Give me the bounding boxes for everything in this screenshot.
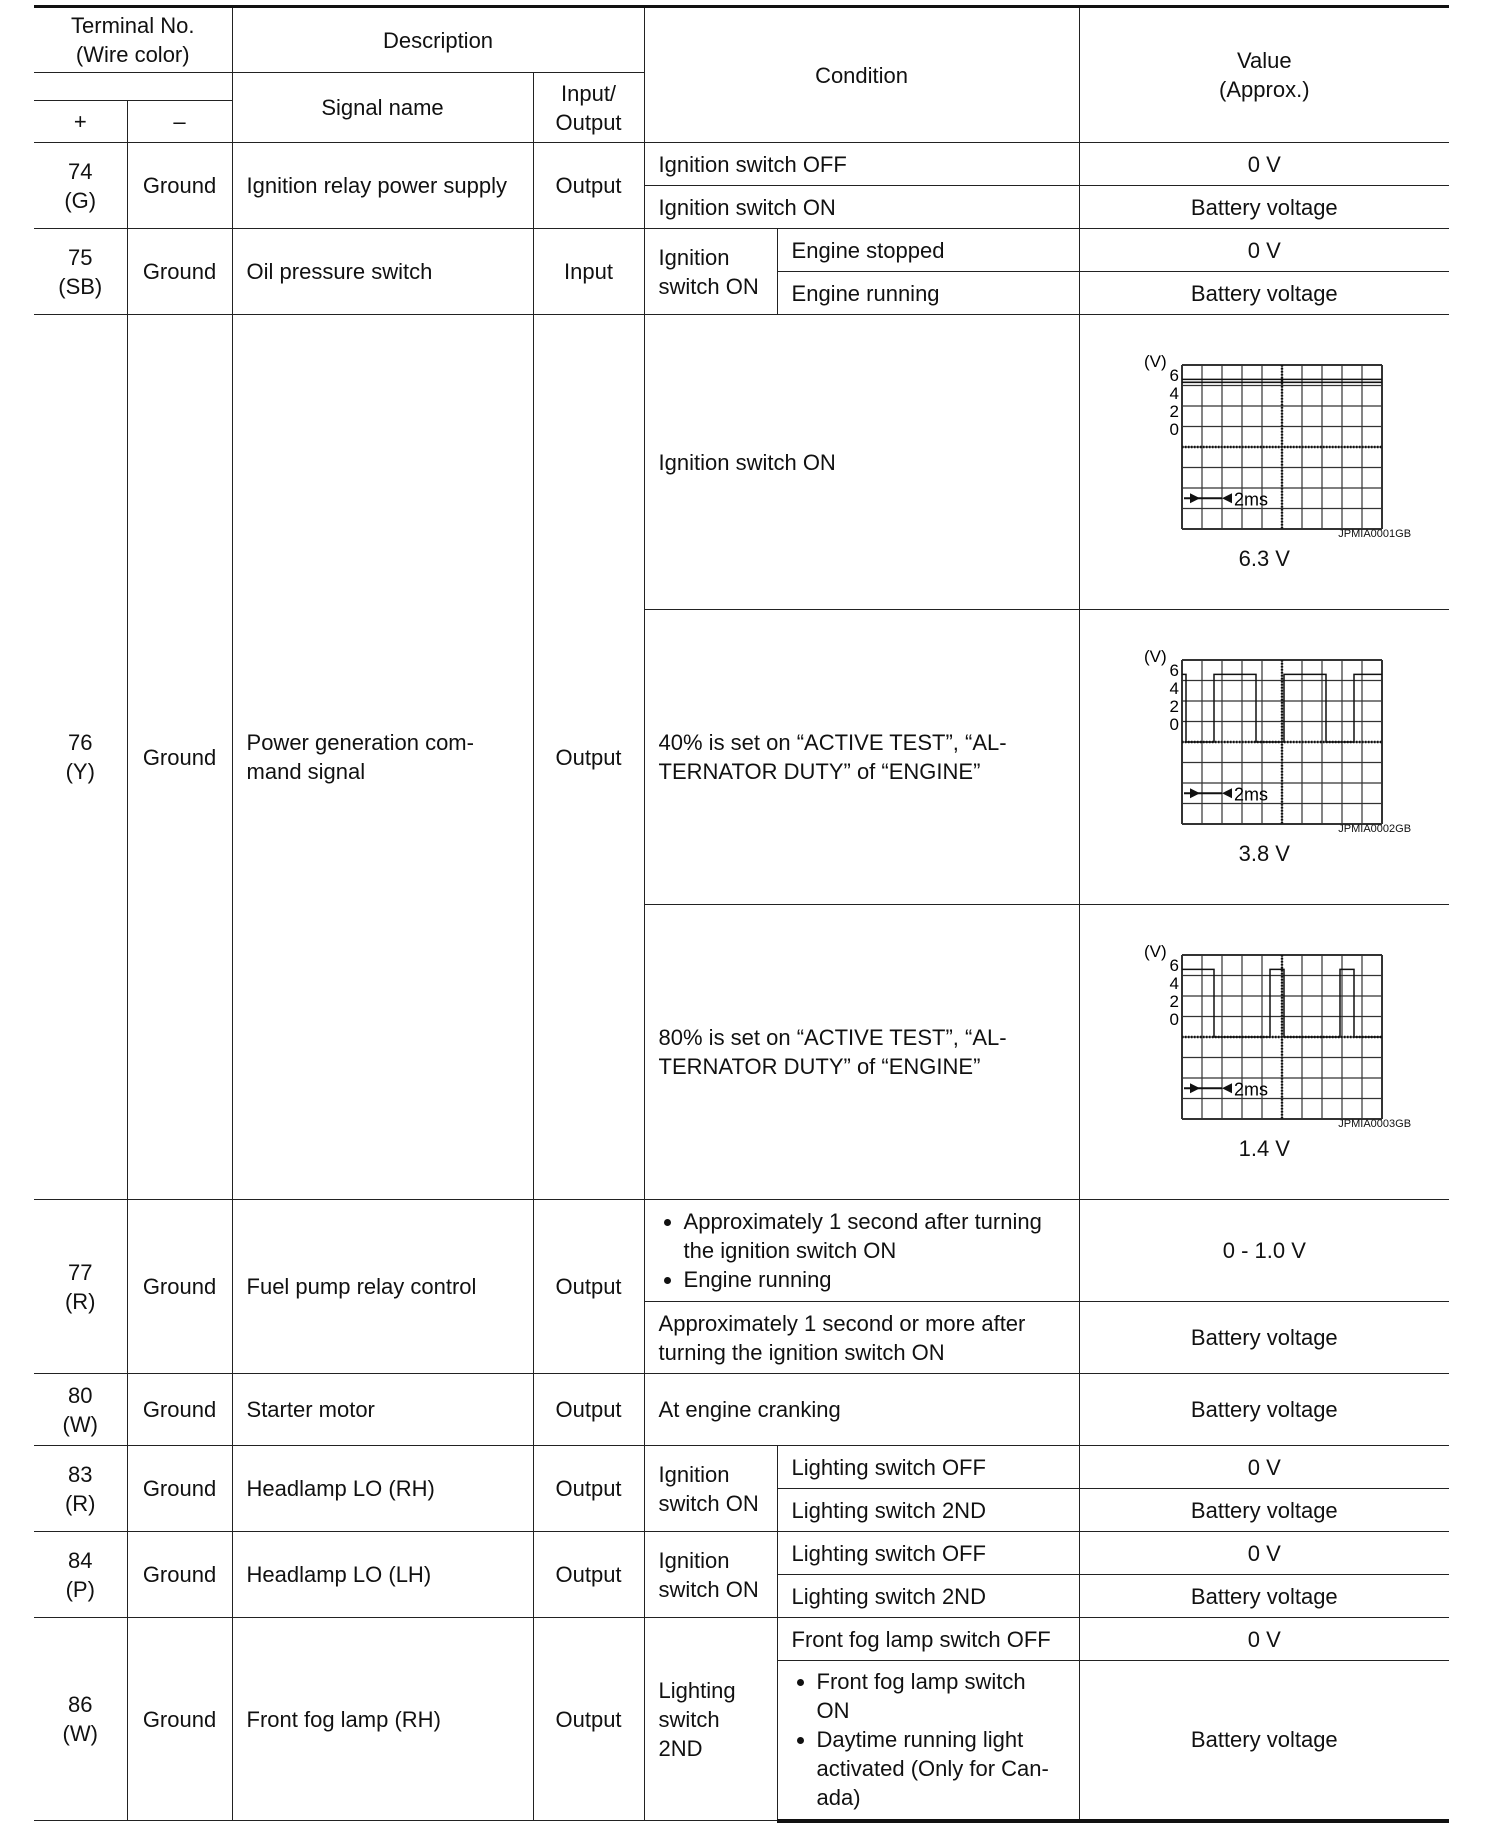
terminal-80: 80 (W)	[34, 1374, 127, 1446]
cond-80: At engine cranking	[644, 1374, 1079, 1446]
cond-86-bullet-1: • Front fog lamp switch ON	[817, 1667, 1065, 1725]
description-header: Description	[232, 7, 644, 73]
signal-77: Fuel pump relay control	[232, 1200, 533, 1374]
cond-main-75: Ignition switch ON	[644, 229, 777, 315]
signal-name-header: Signal name	[232, 73, 533, 143]
val-76-2	[1079, 610, 1449, 905]
cond-77-1	[644, 1200, 1079, 1302]
tick-label: 0	[1169, 715, 1180, 735]
terminal-75: 75 (SB)	[34, 229, 127, 315]
io-header: Input/ Output	[533, 73, 644, 143]
cond-main-84: Ignition switch ON	[644, 1532, 777, 1618]
tick-label: 2	[1169, 992, 1180, 1012]
ground-77: Ground	[127, 1200, 232, 1374]
val-77-1: 0 - 1.0 V	[1079, 1200, 1449, 1302]
terminal-74: 74 (G)	[34, 143, 127, 229]
io-86: Output	[533, 1618, 644, 1821]
io-80: Output	[533, 1374, 644, 1446]
terminal-83: 83 (R)	[34, 1446, 127, 1532]
signal-83: Headlamp LO (RH)	[232, 1446, 533, 1532]
waveform-block-1	[1084, 351, 1446, 573]
waveform-value-1: 6.3 V	[1238, 545, 1290, 571]
ground-75: Ground	[127, 229, 232, 315]
cond-76-3: 80% is set on “ACTIVE TEST”, “AL- TERNATOR DUTY” of “ENGINE”	[644, 905, 1079, 1200]
tick-label: 2	[1169, 402, 1180, 422]
cond-main-86: Lighting switch 2ND	[644, 1618, 777, 1821]
signal-84: Headlamp LO (LH)	[232, 1532, 533, 1618]
val-74-1: 0 V	[1079, 143, 1449, 186]
signal-76: Power generation com- mand signal	[232, 315, 533, 1200]
val-75-1: 0 V	[1079, 229, 1449, 272]
time-marker-arrow	[1222, 1084, 1232, 1094]
val-84-2: Battery voltage	[1079, 1575, 1449, 1618]
waveform-block-2	[1084, 646, 1446, 868]
tick-label: 4	[1169, 974, 1180, 994]
tick-label: 6	[1169, 661, 1180, 681]
cond-77-2: Approximately 1 second or more after turning the ignition switch ON	[644, 1302, 1079, 1374]
cond-74-2: Ignition switch ON	[644, 186, 1079, 229]
val-75-2: Battery voltage	[1079, 272, 1449, 315]
signal-86: Front fog lamp (RH)	[232, 1618, 533, 1821]
time-marker-arrow	[1190, 1084, 1200, 1094]
figure-id-1: JPMIA0001GB	[1338, 528, 1412, 541]
cond-83-2: Lighting switch 2ND	[777, 1489, 1079, 1532]
tick-label: 0	[1169, 1010, 1180, 1030]
cond-86-bullet-2: • Daytime running light activated (Only for Can- ada)	[817, 1725, 1065, 1812]
ground-80: Ground	[127, 1374, 232, 1446]
val-80: Battery voltage	[1079, 1374, 1449, 1446]
terminal-no-header-cont	[34, 73, 232, 101]
val-86-2: Battery voltage	[1079, 1661, 1449, 1821]
time-div-label: 2ms	[1234, 489, 1269, 510]
cond-76-2: 40% is set on “ACTIVE TEST”, “AL- TERNATOR DUTY” of “ENGINE”	[644, 610, 1079, 905]
minus-header: –	[127, 101, 232, 143]
time-div-label: 2ms	[1234, 784, 1269, 805]
terminal-84: 84 (P)	[34, 1532, 127, 1618]
value-header: Value (Approx.)	[1079, 7, 1449, 143]
condition-header: Condition	[644, 7, 1079, 143]
cond-77-bullet-1: • Approximately 1 second after turning the ignition switch ON	[684, 1207, 1065, 1265]
tick-label: 6	[1169, 366, 1180, 386]
tick-label: 2	[1169, 697, 1180, 717]
tick-label: 4	[1169, 679, 1180, 699]
waveform-block-3	[1084, 941, 1446, 1163]
cond-77-bullet-2: • Engine running	[684, 1265, 1065, 1294]
waveform-chart-3	[1142, 941, 1386, 1121]
time-marker-arrow	[1190, 494, 1200, 504]
signal-74: Ignition relay power supply	[232, 143, 533, 229]
cond-86-1: Front fog lamp switch OFF	[777, 1618, 1079, 1661]
axis-unit-label: (V)	[1144, 647, 1167, 667]
cond-74-1: Ignition switch OFF	[644, 143, 1079, 186]
time-div-label: 2ms	[1234, 1079, 1269, 1100]
val-83-2: Battery voltage	[1079, 1489, 1449, 1532]
tick-label: 0	[1169, 420, 1180, 440]
val-77-2: Battery voltage	[1079, 1302, 1449, 1374]
terminal-table-wrapper	[34, 5, 1449, 1823]
cond-76-1: Ignition switch ON	[644, 315, 1079, 610]
waveform-chart-2	[1142, 646, 1386, 826]
cond-75-2: Engine running	[777, 272, 1079, 315]
terminal-86: 86 (W)	[34, 1618, 127, 1821]
cond-84-2: Lighting switch 2ND	[777, 1575, 1079, 1618]
tick-label: 6	[1169, 956, 1180, 976]
ground-86: Ground	[127, 1618, 232, 1821]
cond-75-1: Engine stopped	[777, 229, 1079, 272]
io-77: Output	[533, 1200, 644, 1374]
cond-84-1: Lighting switch OFF	[777, 1532, 1079, 1575]
val-76-3	[1079, 905, 1449, 1200]
io-84: Output	[533, 1532, 644, 1618]
io-83: Output	[533, 1446, 644, 1532]
figure-id-2: JPMIA0002GB	[1338, 823, 1412, 836]
terminal-no-header: Terminal No. (Wire color)	[34, 7, 232, 73]
axis-unit-label: (V)	[1144, 942, 1167, 962]
plus-header: +	[34, 101, 127, 143]
val-76-1	[1079, 315, 1449, 610]
cond-main-83: Ignition switch ON	[644, 1446, 777, 1532]
cond-83-1: Lighting switch OFF	[777, 1446, 1079, 1489]
time-marker-arrow	[1190, 789, 1200, 799]
val-74-2: Battery voltage	[1079, 186, 1449, 229]
ground-76: Ground	[127, 315, 232, 1200]
signal-80: Starter motor	[232, 1374, 533, 1446]
ground-83: Ground	[127, 1446, 232, 1532]
val-84-1: 0 V	[1079, 1532, 1449, 1575]
signal-75: Oil pressure switch	[232, 229, 533, 315]
terminal-77: 77 (R)	[34, 1200, 127, 1374]
io-74: Output	[533, 143, 644, 229]
figure-id-3: JPMIA0003GB	[1338, 1118, 1412, 1131]
axis-unit-label: (V)	[1144, 352, 1167, 372]
io-76: Output	[533, 315, 644, 1200]
time-marker-arrow	[1222, 494, 1232, 504]
terminal-table	[34, 5, 1449, 1823]
val-86-1: 0 V	[1079, 1618, 1449, 1661]
io-75: Input	[533, 229, 644, 315]
val-83-1: 0 V	[1079, 1446, 1449, 1489]
ground-74: Ground	[127, 143, 232, 229]
ground-84: Ground	[127, 1532, 232, 1618]
waveform-chart-1	[1142, 351, 1386, 531]
cond-86-2	[777, 1661, 1079, 1821]
tick-label: 4	[1169, 384, 1180, 404]
waveform-value-3: 1.4 V	[1238, 1135, 1290, 1161]
waveform-value-2: 3.8 V	[1238, 840, 1290, 866]
terminal-76: 76 (Y)	[34, 315, 127, 1200]
time-marker-arrow	[1222, 789, 1232, 799]
